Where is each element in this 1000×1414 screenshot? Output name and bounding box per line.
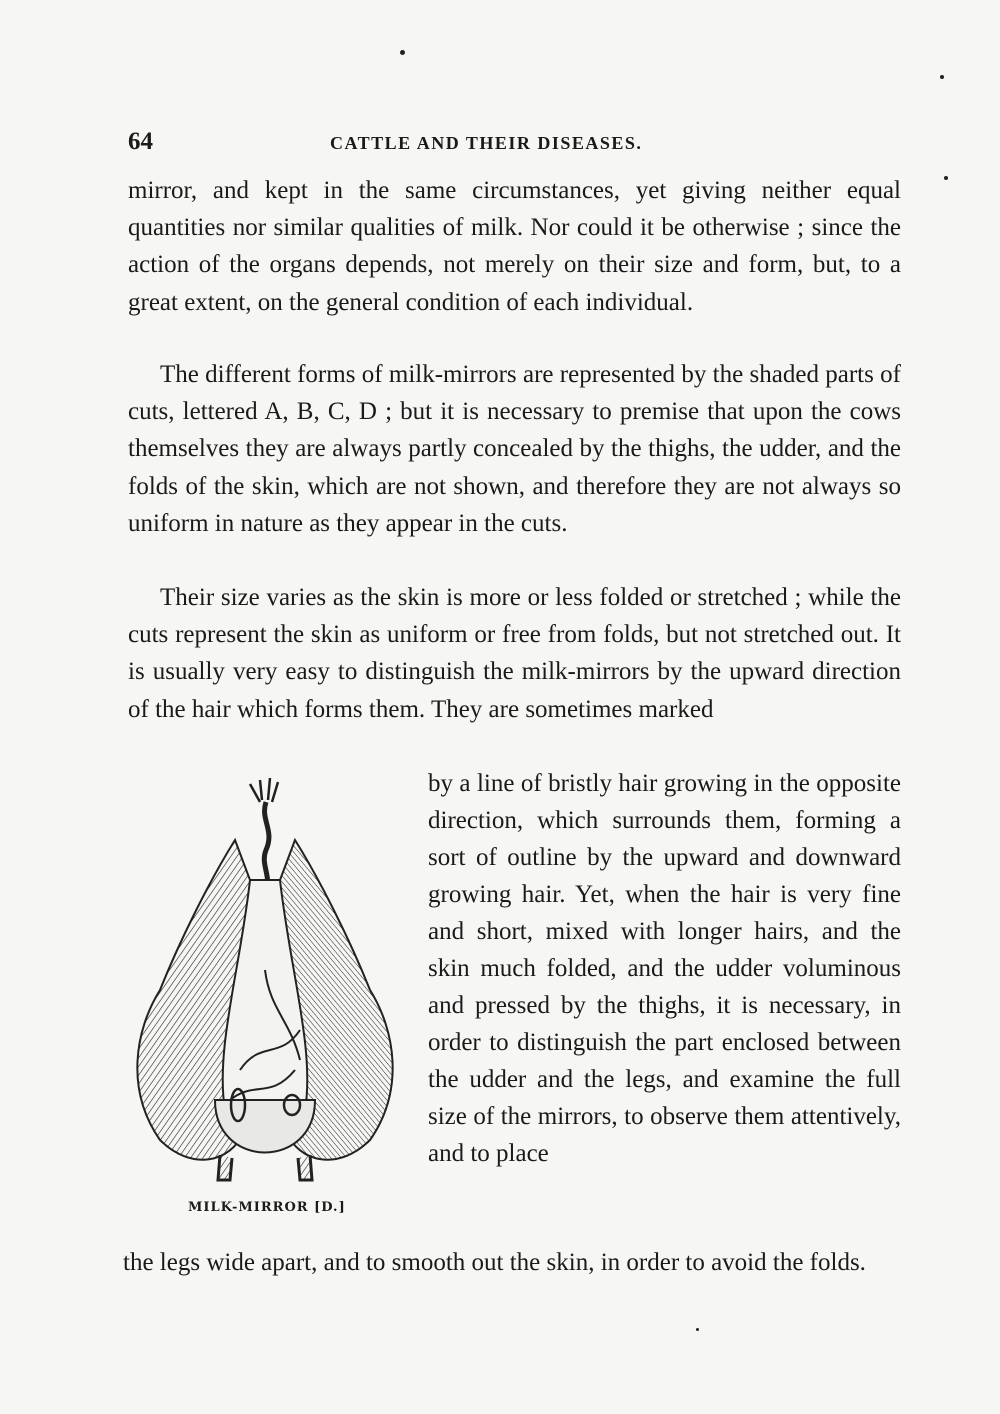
paragraph-milk-mirror-forms: The different forms of milk-mirrors are represented by the shaded parts of cuts, lettered A, B, C, D ; but it is necessary to premise that upon the cows themselves they are always partly concealed by the thighs, the udder, and the folds of the skin, which are not shown, and therefore they are not always so uniform in nature as they appear in the cuts.	[128, 361, 901, 537]
milk-mirror-engraving-icon	[120, 770, 410, 1210]
figure-caption: MILK-MIRROR [D.]	[188, 1200, 346, 1215]
ink-speck	[400, 50, 405, 55]
paragraph-size-varies: Their size varies as the skin is more or less folded or stretched ; while the cuts represent the skin as uniform or free from folds, but not stretched out. It is usually very easy to distinguish the milk-mirrors by the upward direction of the hair which forms them. They are sometimes marked	[128, 584, 901, 723]
running-head: CATTLE AND THEIR DISEASES.	[330, 133, 643, 153]
paragraph-tail: the legs wide apart, and to smooth out the skin, in order to avoid the folds.	[123, 1249, 866, 1276]
page-number: 64	[128, 128, 153, 155]
ink-speck	[944, 176, 948, 180]
milk-mirror-illustration	[120, 770, 410, 1210]
paragraph-wrapped-beside-figure: by a line of bristly hair growing in the opposite direction, which surrounds them, forming a sort of outline by the upward and downward growing hair. Yet, when the hair is very fine and short, mixed with longer hairs, and the skin much folded, and the udder voluminous and pressed by the thighs, it is necessary, in order to distinguish the part enclosed between the udder and the legs, and examine the full size of the mirrors, to observe them attentively, and to place	[428, 770, 901, 1167]
ink-speck	[940, 75, 944, 79]
paragraph-continuation: mirror, and kept in the same circumstances, yet giving neither equal quantities nor similar qualities of milk. Nor could it be otherwise ; since the action of the organs depends, not merely on their size and form, but, to a great extent, on the general condition of each individual.	[128, 177, 901, 316]
ink-speck	[696, 1328, 699, 1331]
